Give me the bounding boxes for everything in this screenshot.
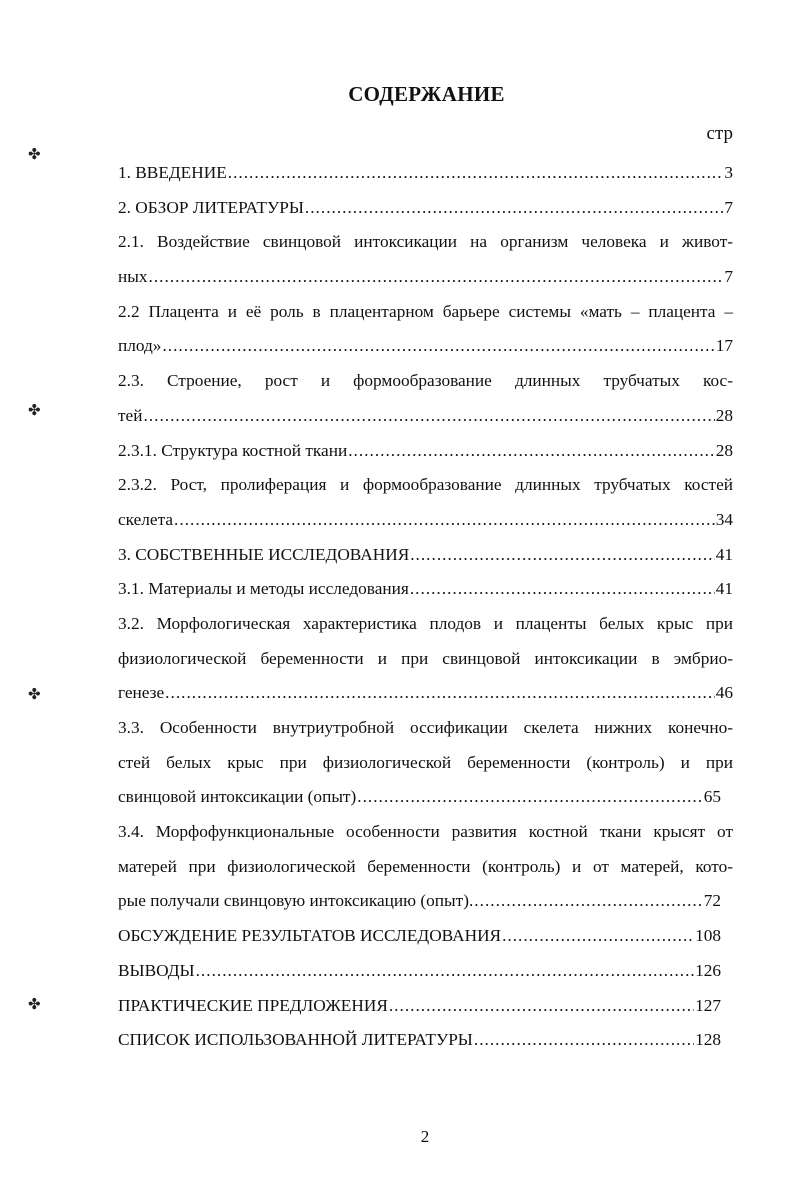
toc-page-number: 128 (695, 1030, 721, 1050)
toc-entry-3-4-line1: 3.4. Морфофункциональные особенности развития костной ткани крысят от (118, 822, 733, 842)
toc-entry-2-2-line2: плод» ..... 17 (118, 329, 733, 364)
leader-dots (165, 676, 715, 711)
toc-entry-2-3-line2: тей ..... 28 (118, 399, 733, 434)
toc-page-number: 126 (695, 960, 721, 980)
toc-page-number: 3 (724, 163, 733, 182)
leader-dots (149, 260, 724, 295)
leader-dots (410, 572, 715, 607)
leader-dots (174, 503, 715, 538)
toc-entry-3-2-line2: физиологической беременности и при свинцовой интоксикации в эмбрио- (118, 648, 733, 668)
toc-entry-3-2-line1: 3.2. Морфологическая характеристика плодов и плаценты белых крыс при (118, 613, 733, 633)
toc-entry-3-2-line3: генезе ..... 46 (118, 676, 733, 711)
toc-page-number: 17 (715, 336, 733, 356)
leader-dots (389, 989, 694, 1024)
toc-page-number: 72 (703, 891, 721, 911)
toc-entry-3-1: 3.1. Материалы и методы исследования ..... 41 (118, 572, 733, 607)
leader-dots (357, 780, 702, 815)
leader-dots (196, 954, 694, 989)
toc-entry-2-1-line1: 2.1. Воздействие свинцовой интоксикации на организм человека и живот- (118, 232, 733, 252)
leader-dots (228, 156, 724, 191)
toc-entry-2-3-2-line2: скелета ..... 34 (118, 503, 733, 538)
toc-entry-introduction: 1. ВВЕДЕНИЕ ..... 3 (118, 156, 733, 191)
toc-page-number: 108 (695, 926, 721, 946)
leader-dots (162, 329, 714, 364)
toc-entry-practical-suggestions: ПРАКТИЧЕСКИЕ ПРЕДЛОЖЕНИЯ ..... 127 (118, 989, 721, 1024)
leader-dots (474, 1023, 694, 1058)
toc-page-number: 7 (724, 197, 733, 217)
toc-entry-own-research: 3. СОБСТВЕННЫЕ ИССЛЕДОВАНИЯ ..... 41 (118, 538, 733, 573)
toc-entry-discussion: ОБСУЖДЕНИЕ РЕЗУЛЬТАТОВ ИССЛЕДОВАНИЯ ..... 108 (118, 919, 721, 954)
toc-entry-2-1-line2: ных ..... 7 (118, 260, 733, 295)
toc-entry-3-3-line1: 3.3. Особенности внутриутробной оссификации скелета нижних конечно- (118, 718, 733, 737)
toc-entry-2-3-line1: 2.3. Строение, рост и формообразование длинных трубчатых кос- (118, 371, 733, 391)
leader-dots (348, 434, 715, 469)
toc-entry-literature-review: 2. ОБЗОР ЛИТЕРАТУРЫ ..... 7 (118, 191, 733, 226)
toc-page-number: 28 (715, 440, 733, 460)
binding-hole-mark: ✤ (28, 687, 41, 703)
toc-entry-3-4-line2: матерей при физиологической беременности (контроль) и от матерей, кото- (118, 856, 733, 876)
binding-hole-mark: ✤ (28, 403, 41, 419)
toc-entry-3-3-line2: стей белых крыс при физиологической беременности (контроль) и при (118, 752, 733, 772)
page-column-label: стр (706, 123, 733, 144)
toc-entry-2-3-2-line1: 2.3.2. Рост, пролиферация и формообразование длинных трубчатых костей (118, 475, 733, 495)
leader-dots (143, 399, 714, 434)
page-title: СОДЕРЖАНИЕ (348, 82, 505, 106)
leader-dots (502, 919, 694, 954)
toc-entry-3-3-line3: свинцовой интоксикации (опыт) ..... 65 (118, 780, 721, 815)
toc-page-number: 41 (715, 544, 733, 564)
toc-page-number: 127 (695, 995, 721, 1015)
toc-entry-2-3-1: 2.3.1. Структура костной ткани ..... 28 (118, 434, 733, 469)
toc-page-number: 7 (724, 267, 733, 287)
toc-page-number: 41 (715, 579, 733, 599)
binding-hole-mark: ✤ (28, 147, 41, 163)
toc-page-number: 28 (715, 405, 733, 425)
page-number: 2 (420, 1127, 430, 1146)
toc-entry-references: СПИСОК ИСПОЛЬЗОВАННОЙ ЛИТЕРАТУРЫ ..... 128 (118, 1023, 721, 1058)
table-of-contents (118, 156, 733, 1058)
toc-entry-3-4-line3: рые получали свинцовую интоксикацию (опыт). ..... 72 (118, 884, 721, 919)
toc-page-number: 34 (715, 509, 733, 529)
toc-page-number: 46 (715, 683, 733, 703)
leader-dots (474, 884, 702, 919)
binding-hole-mark: ✤ (28, 997, 41, 1013)
toc-entry-conclusions: ВЫВОДЫ ..... 126 (118, 954, 721, 989)
leader-dots (305, 191, 723, 226)
toc-entry-2-2-line1: 2.2 Плацента и её роль в плацентарном барьере системы «мать – плацента – (118, 301, 733, 321)
leader-dots (410, 538, 715, 573)
toc-page-number: 65 (703, 787, 721, 807)
